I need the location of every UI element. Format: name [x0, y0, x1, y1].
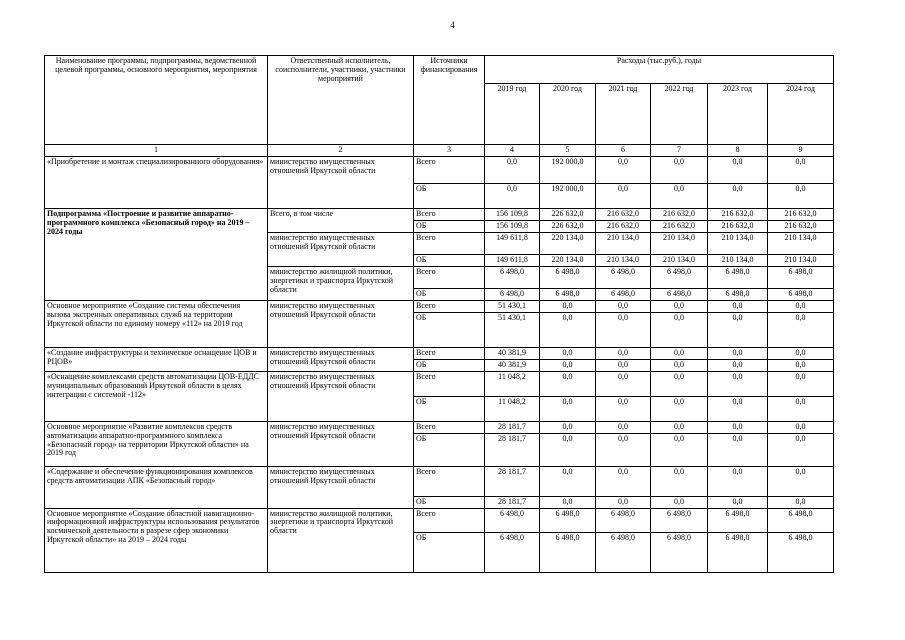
value-cell: 0,0: [540, 347, 596, 359]
executor-cell: министерство жилищной политики, энергетики и транспорта Иркутской области: [268, 508, 414, 572]
value-cell: 40 381,9: [485, 359, 540, 371]
value-cell: 0,0: [768, 347, 834, 359]
value-cell: 0,0: [651, 466, 708, 496]
value-cell: 0,0: [540, 496, 596, 508]
executor-cell: министерство имущественных отношений Иркутской области: [268, 371, 414, 421]
value-cell: 0,0: [708, 347, 768, 359]
source-cell: Всего: [414, 208, 485, 220]
value-cell: 6 498,0: [485, 266, 540, 288]
value-cell: 6 498,0: [596, 266, 651, 288]
source-cell: ОБ: [414, 359, 485, 371]
value-cell: 28 181,7: [485, 466, 540, 496]
value-cell: 6 498,0: [485, 508, 540, 532]
col-number: 6: [596, 145, 651, 157]
value-cell: 0,0: [651, 396, 708, 421]
value-cell: 0,0: [708, 183, 768, 208]
col-number: 3: [414, 145, 485, 157]
value-cell: 216 632,0: [708, 208, 768, 220]
executor-cell: министерство жилищной политики, энергетики и транспорта Иркутской области: [268, 266, 414, 300]
value-cell: 216 632,0: [596, 208, 651, 220]
subprogram-name: Подпрограмма «Построение и развитие аппаратно-программного комплекса «Безопасный город» на 2019 – 2024 годы: [45, 208, 268, 300]
value-cell: 0,0: [768, 359, 834, 371]
value-cell: 210 134,0: [596, 232, 651, 254]
value-cell: 0,0: [596, 421, 651, 433]
executor-cell: министерство имущественных отношений Иркутской области: [268, 232, 414, 266]
value-cell: 192 000,0: [540, 183, 596, 208]
source-cell: Всего: [414, 300, 485, 312]
value-cell: 0,0: [651, 347, 708, 359]
value-cell: 0,0: [768, 312, 834, 347]
value-cell: 6 498,0: [768, 532, 834, 572]
value-cell: 0,0: [596, 466, 651, 496]
col-number: 8: [708, 145, 768, 157]
source-cell: ОБ: [414, 433, 485, 466]
value-cell: 6 498,0: [708, 266, 768, 288]
value-cell: 6 498,0: [651, 508, 708, 532]
value-cell: 226 632,0: [540, 208, 596, 220]
value-cell: 6 498,0: [596, 508, 651, 532]
col-number: 2: [268, 145, 414, 157]
value-cell: 216 632,0: [651, 208, 708, 220]
value-cell: 0,0: [596, 347, 651, 359]
value-cell: 6 498,0: [596, 532, 651, 572]
value-cell: 0,0: [596, 359, 651, 371]
value-cell: 0,0: [768, 433, 834, 466]
value-cell: 149 611,8: [485, 232, 540, 254]
value-cell: 0,0: [708, 312, 768, 347]
value-cell: 0,0: [708, 466, 768, 496]
value-cell: 6 498,0: [485, 532, 540, 572]
value-cell: 0,0: [596, 183, 651, 208]
value-cell: 6 498,0: [768, 508, 834, 532]
value-cell: 220 134,0: [540, 254, 596, 266]
header-col-source: Источники финансирования: [414, 56, 485, 145]
value-cell: 0,0: [540, 433, 596, 466]
value-cell: 0,0: [768, 156, 834, 183]
value-cell: 0,0: [708, 300, 768, 312]
source-cell: ОБ: [414, 220, 485, 232]
source-cell: ОБ: [414, 183, 485, 208]
expenses-table: [44, 55, 834, 573]
value-cell: 0,0: [596, 396, 651, 421]
value-cell: 0,0: [596, 496, 651, 508]
executor-cell: министерство имущественных отношений Иркутской области: [268, 466, 414, 508]
value-cell: 11 048,2: [485, 396, 540, 421]
program-name: «Приобретение и монтаж специализированного оборудования»: [45, 156, 268, 208]
value-cell: 6 498,0: [540, 266, 596, 288]
value-cell: 0,0: [540, 312, 596, 347]
value-cell: 0,0: [708, 359, 768, 371]
value-cell: 0,0: [540, 466, 596, 496]
program-name: Основное мероприятие «Создание системы обеспечения вызова экстренных оперативных служб на территории Иркутской области по единому номеру «112» на 2019 год: [45, 300, 268, 347]
value-cell: 0,0: [768, 183, 834, 208]
value-cell: 6 498,0: [768, 288, 834, 300]
value-cell: 6 498,0: [540, 288, 596, 300]
value-cell: 40 381,9: [485, 347, 540, 359]
value-cell: 192 000,0: [540, 156, 596, 183]
value-cell: 149 611,8: [485, 254, 540, 266]
value-cell: 0,0: [651, 496, 708, 508]
value-cell: 0,0: [540, 300, 596, 312]
header-year: 2024 год: [768, 84, 834, 145]
value-cell: 0,0: [708, 156, 768, 183]
value-cell: 0,0: [651, 300, 708, 312]
value-cell: 28 181,7: [485, 496, 540, 508]
source-cell: Всего: [414, 371, 485, 396]
program-name: Основное мероприятие «Развитие комплексов средств автоматизации аппаратно-программного комплекса «Безопасный город» на территории Иркутской области» на 2019 год: [45, 421, 268, 466]
program-name: «Оснащение комплексами средств автоматизации ЦОВ-ЕДДС муниципальных образований Иркутской области в целях интеграции с системой -112»: [45, 371, 268, 421]
value-cell: 0,0: [540, 396, 596, 421]
executor-cell: министерство имущественных отношений Иркутской области: [268, 156, 414, 208]
value-cell: 220 134,0: [540, 232, 596, 254]
source-cell: ОБ: [414, 254, 485, 266]
value-cell: 0,0: [651, 421, 708, 433]
value-cell: 210 134,0: [651, 232, 708, 254]
value-cell: 216 632,0: [651, 220, 708, 232]
header-year: 2019 год: [485, 84, 540, 145]
header-year: 2023 год: [708, 84, 768, 145]
header-col-name: Наименование программы, подпрограммы, ведомственной целевой программы, основного мероприятия, мероприятия: [45, 56, 268, 145]
value-cell: 6 498,0: [708, 508, 768, 532]
value-cell: 6 498,0: [540, 508, 596, 532]
header-col-executor: Ответственный исполнитель, соисполнители, участники, участники мероприятий: [268, 56, 414, 145]
header-expenses: Расходы (тыс.руб.), годы: [485, 56, 834, 84]
source-cell: Всего: [414, 156, 485, 183]
source-cell: ОБ: [414, 312, 485, 347]
value-cell: 6 498,0: [708, 288, 768, 300]
value-cell: 156 109,8: [485, 208, 540, 220]
value-cell: 6 498,0: [485, 288, 540, 300]
value-cell: 0,0: [651, 371, 708, 396]
executor-cell: Всего, в том числе: [268, 208, 414, 232]
value-cell: 0,0: [651, 433, 708, 466]
executor-cell: министерство имущественных отношений Иркутской области: [268, 300, 414, 347]
value-cell: 0,0: [708, 396, 768, 421]
source-cell: ОБ: [414, 288, 485, 300]
value-cell: 210 134,0: [768, 232, 834, 254]
header-year: 2020 год: [540, 84, 596, 145]
source-cell: ОБ: [414, 532, 485, 572]
col-number: 7: [651, 145, 708, 157]
header-year: 2021 год: [596, 84, 651, 145]
value-cell: 216 632,0: [708, 220, 768, 232]
executor-cell: министерство имущественных отношений Иркутской области: [268, 347, 414, 371]
value-cell: 216 632,0: [768, 220, 834, 232]
value-cell: 11 048,2: [485, 371, 540, 396]
value-cell: 0,0: [651, 156, 708, 183]
source-cell: Всего: [414, 466, 485, 496]
value-cell: 210 134,0: [768, 254, 834, 266]
value-cell: 210 134,0: [708, 232, 768, 254]
value-cell: 51 430,1: [485, 300, 540, 312]
value-cell: 0,0: [708, 433, 768, 466]
source-cell: Всего: [414, 232, 485, 254]
col-number: 4: [485, 145, 540, 157]
value-cell: 0,0: [540, 371, 596, 396]
col-number: 1: [45, 145, 268, 157]
value-cell: 0,0: [708, 371, 768, 396]
value-cell: 0,0: [596, 433, 651, 466]
source-cell: Всего: [414, 508, 485, 532]
source-cell: Всего: [414, 266, 485, 288]
value-cell: 210 134,0: [651, 254, 708, 266]
value-cell: 0,0: [596, 312, 651, 347]
value-cell: 0,0: [540, 421, 596, 433]
value-cell: 0,0: [768, 300, 834, 312]
program-name: Основное мероприятие «Создание областной навигационно-информационной инфраструктуры использования результатов космической деятельности в разрезе сфер экономики Иркутской области» на 2019 – 2024 годы: [45, 508, 268, 572]
value-cell: 0,0: [540, 359, 596, 371]
value-cell: 210 134,0: [596, 254, 651, 266]
col-number: 9: [768, 145, 834, 157]
value-cell: 28 181,7: [485, 433, 540, 466]
program-name: «Создание инфраструктуры и техническое оснащение ЦОВ и РЦОВ»: [45, 347, 268, 371]
source-cell: Всего: [414, 421, 485, 433]
value-cell: 0,0: [485, 156, 540, 183]
value-cell: 0,0: [708, 496, 768, 508]
header-year: 2022 год: [651, 84, 708, 145]
source-cell: Всего: [414, 347, 485, 359]
value-cell: 210 134,0: [708, 254, 768, 266]
value-cell: 156 109,8: [485, 220, 540, 232]
col-number: 5: [540, 145, 596, 157]
value-cell: 6 498,0: [651, 266, 708, 288]
value-cell: 0,0: [651, 312, 708, 347]
value-cell: 0,0: [768, 496, 834, 508]
source-cell: ОБ: [414, 496, 485, 508]
value-cell: 6 498,0: [540, 532, 596, 572]
source-cell: ОБ: [414, 396, 485, 421]
program-name: «Содержание и обеспечение функционирования комплексов средств автоматизации АПК «Безопасный город»: [45, 466, 268, 508]
value-cell: 6 498,0: [651, 288, 708, 300]
value-cell: 0,0: [596, 371, 651, 396]
value-cell: 6 498,0: [708, 532, 768, 572]
value-cell: 0,0: [596, 300, 651, 312]
value-cell: 0,0: [768, 396, 834, 421]
value-cell: 6 498,0: [651, 532, 708, 572]
executor-cell: министерство имущественных отношений Иркутской области: [268, 421, 414, 466]
value-cell: 0,0: [651, 183, 708, 208]
value-cell: 51 430,1: [485, 312, 540, 347]
page-number: 4: [450, 20, 455, 30]
value-cell: 0,0: [708, 421, 768, 433]
value-cell: 226 632,0: [540, 220, 596, 232]
value-cell: 0,0: [768, 371, 834, 396]
value-cell: 216 632,0: [768, 208, 834, 220]
value-cell: 0,0: [768, 421, 834, 433]
value-cell: 6 498,0: [596, 288, 651, 300]
value-cell: 28 181,7: [485, 421, 540, 433]
value-cell: 0,0: [485, 183, 540, 208]
value-cell: 6 498,0: [768, 266, 834, 288]
value-cell: 0,0: [596, 156, 651, 183]
value-cell: 216 632,0: [596, 220, 651, 232]
value-cell: 0,0: [768, 466, 834, 496]
value-cell: 0,0: [651, 359, 708, 371]
